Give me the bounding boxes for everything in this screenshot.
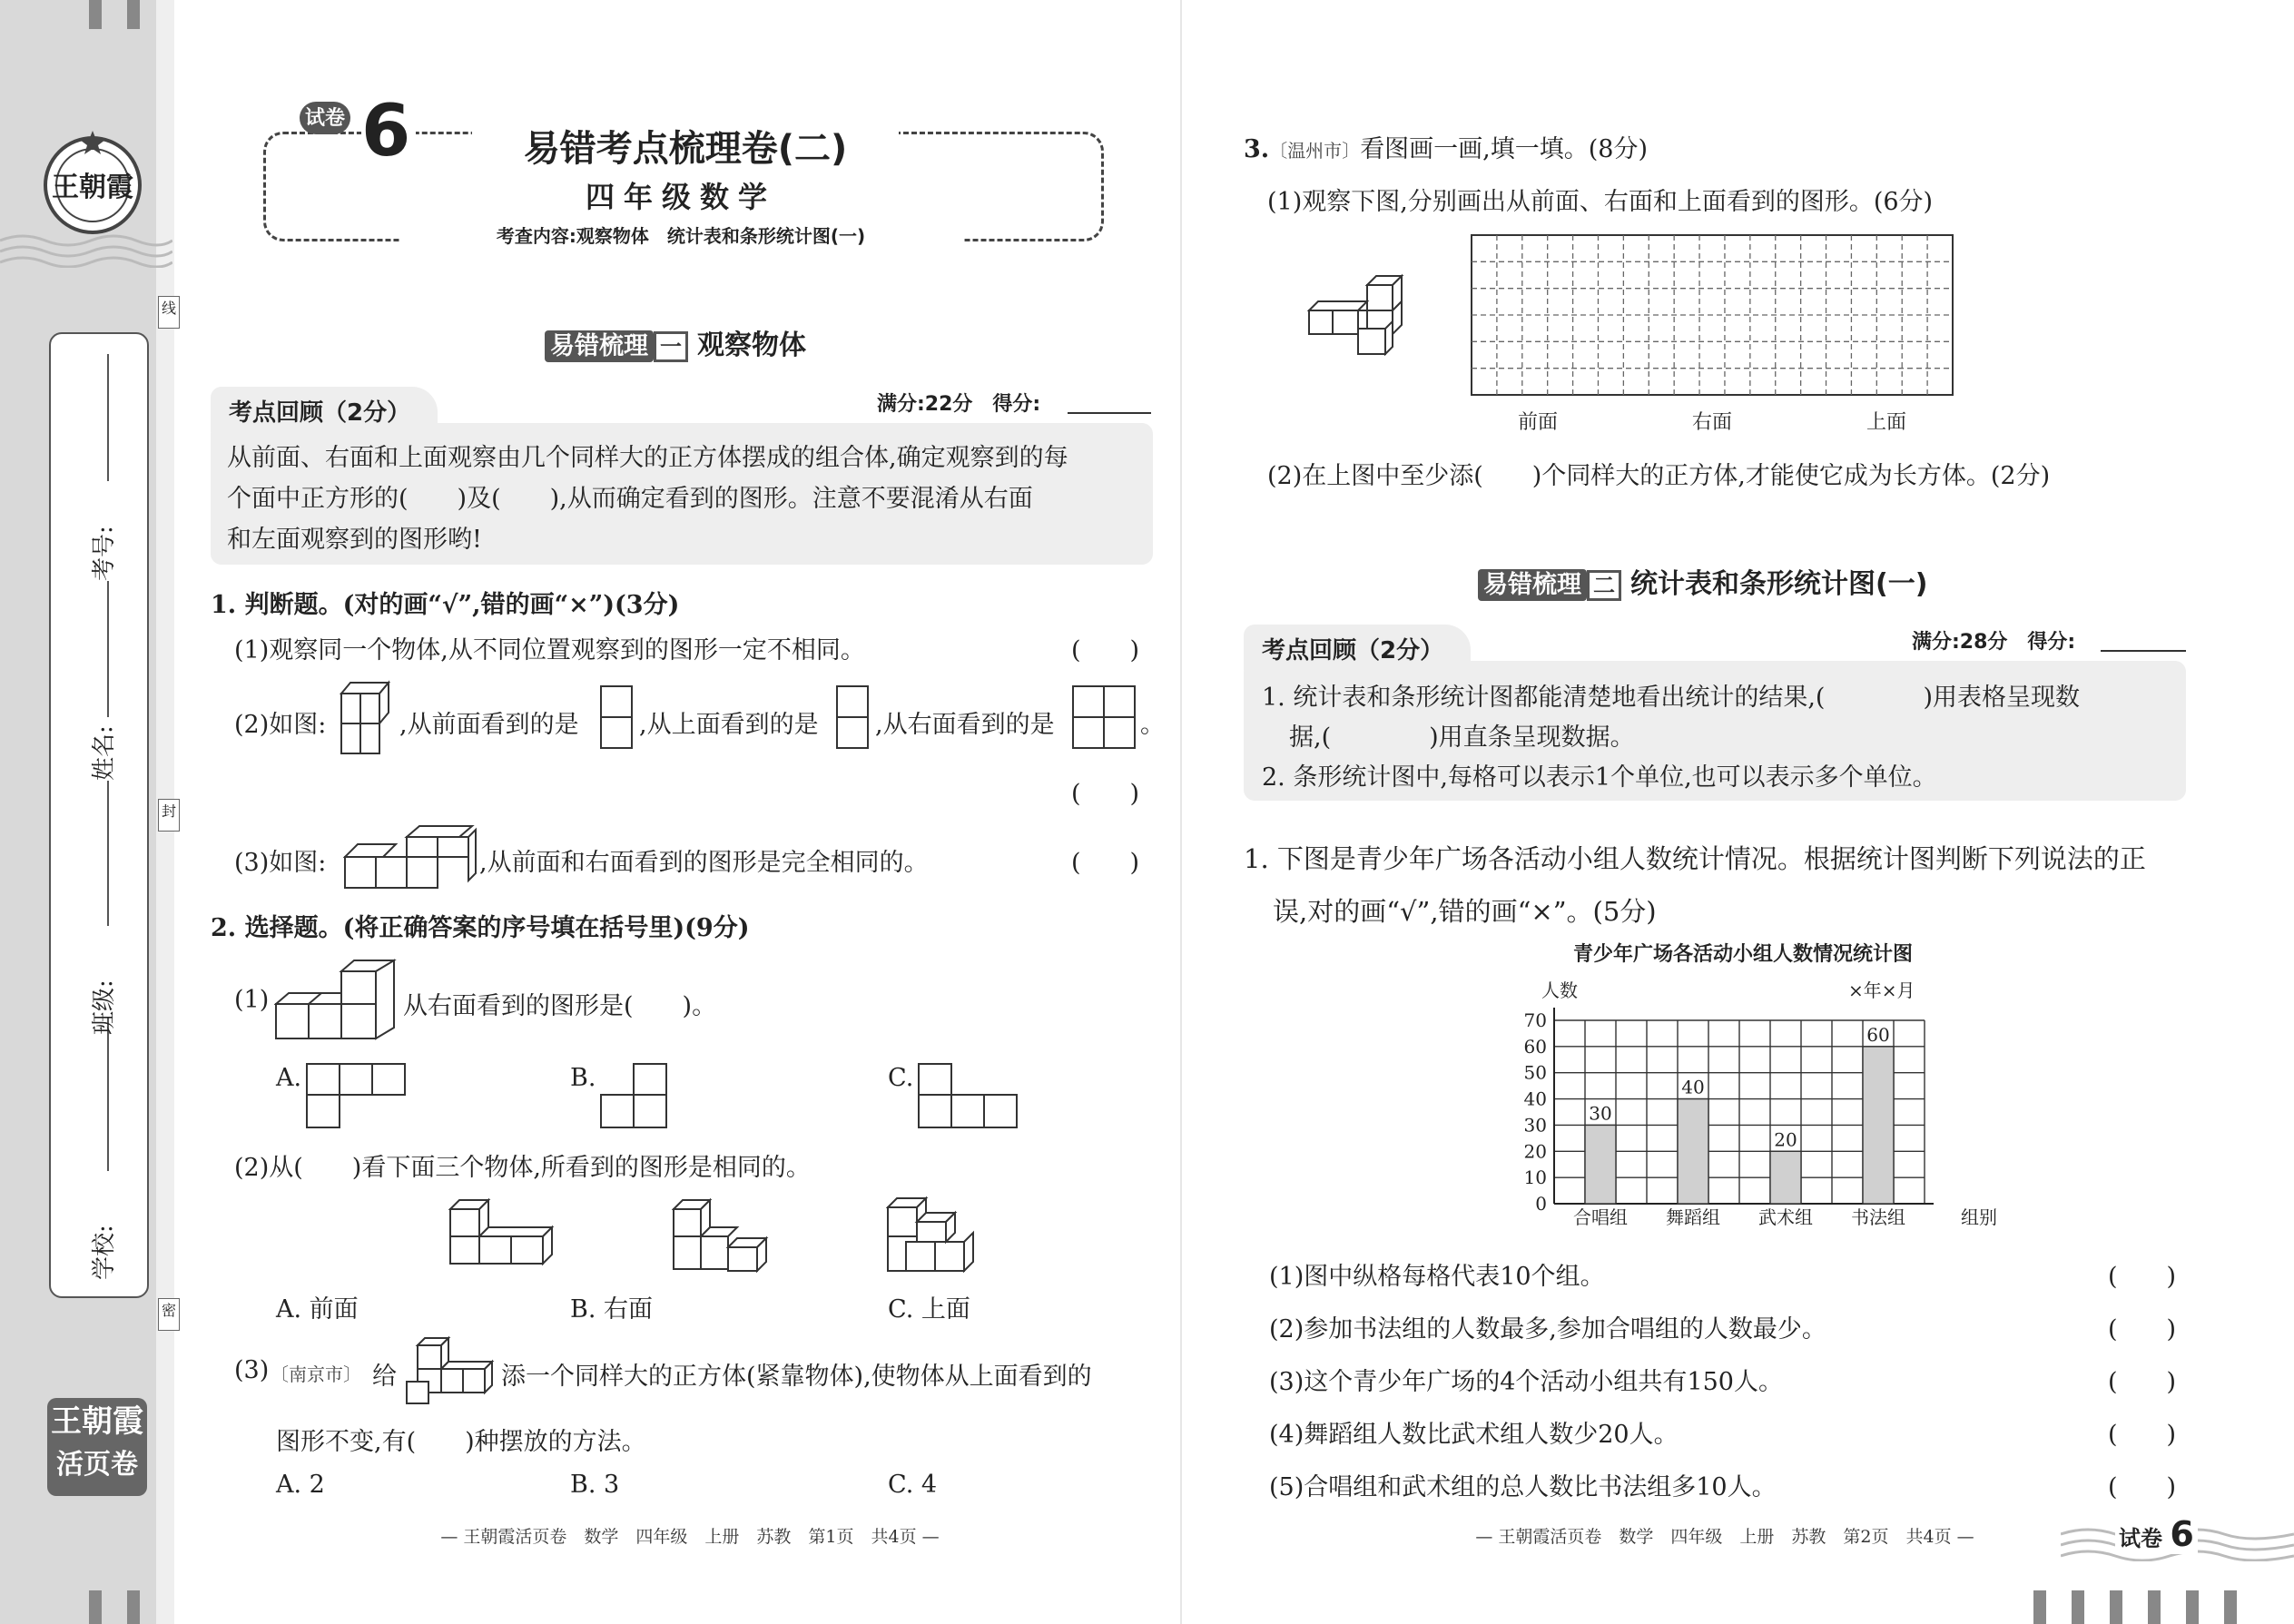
q2-item1-text: 从右面看到的图形是( )。 bbox=[403, 992, 717, 1020]
chart-x-axis-label: 组别 bbox=[1961, 1206, 1997, 1228]
section1-review-text-3: 和左面观察到的图形哟! bbox=[227, 526, 482, 554]
section2-number: 二 bbox=[1587, 570, 1621, 601]
q2-item1-option-a-label[interactable]: A. bbox=[276, 1064, 302, 1092]
q1-item3-text: ,从前面和右面看到的图形是完全相同的。 bbox=[479, 849, 929, 877]
student-info-panel bbox=[49, 332, 149, 1298]
q1-item2-text-right: ,从右面看到的是 bbox=[875, 711, 1055, 739]
section1-number: 一 bbox=[654, 331, 688, 362]
field-exam-number[interactable]: 考号: bbox=[91, 526, 118, 581]
chart-data-label: 20 bbox=[1774, 1128, 1797, 1151]
top-tick-marks bbox=[89, 0, 143, 29]
chart-y-tick-label: 60 bbox=[1523, 1035, 1547, 1058]
section2-title: 统计表和条形统计图(一) bbox=[1630, 568, 1928, 600]
binding-mark-line: 线 bbox=[158, 296, 180, 329]
r-q3-drawing-grid[interactable] bbox=[1471, 234, 1954, 398]
q1-item2-top-view bbox=[835, 684, 871, 752]
q2-item3-text: 添一个同样大的正方体(紧靠物体),使物体从上面看到的 bbox=[501, 1363, 1092, 1391]
r-q1-title-2: 误,对的画“√”,错的画“×”。(5分) bbox=[1273, 896, 1657, 927]
r-q1-title-1: 1. 下图是青少年广场各活动小组人数统计情况。根据统计图判断下列说法的正 bbox=[1244, 843, 2146, 874]
chart-y-tick-label: 0 bbox=[1535, 1193, 1547, 1215]
paper-title: 易错考点梳理卷(二) bbox=[472, 120, 899, 165]
chart-bar bbox=[1678, 1099, 1708, 1204]
chart-x-tick-label: 武术组 bbox=[1758, 1206, 1813, 1228]
q2-item1-option-a-figure[interactable] bbox=[305, 1062, 409, 1131]
field-exam-line bbox=[107, 354, 109, 481]
r-q1-item-1-answer[interactable]: ( ) bbox=[2108, 1263, 2177, 1291]
right-page-footer: — 王朝霞活页卷 数学 四年级 上册 苏教 第2页 共4页 — bbox=[1475, 1527, 1974, 1547]
q2-item3-option-a[interactable]: A. 2 bbox=[276, 1471, 325, 1499]
r-q1-item-4-answer[interactable]: ( ) bbox=[2108, 1421, 2177, 1449]
q1-item2-front-view bbox=[599, 684, 635, 752]
chart-data-label: 60 bbox=[1866, 1023, 1890, 1046]
chart-x-tick-label: 合唱组 bbox=[1573, 1206, 1628, 1228]
q2-item2-option-b[interactable]: B. 右面 bbox=[570, 1295, 654, 1324]
chart-bar bbox=[1585, 1125, 1616, 1204]
chart-y-tick-label: 40 bbox=[1523, 1088, 1547, 1110]
section1-badge: 易错梳理 bbox=[545, 330, 654, 362]
q2-item1-option-c-label[interactable]: C. bbox=[888, 1064, 914, 1092]
left-page-footer: — 王朝霞活页卷 数学 四年级 上册 苏教 第1页 共4页 — bbox=[440, 1527, 940, 1547]
chart-y-tick-label: 20 bbox=[1523, 1140, 1547, 1163]
chart-y-axis-label: 人数 bbox=[1541, 979, 1578, 1001]
field-school[interactable]: 学校: bbox=[91, 1225, 118, 1280]
section1-score-blank[interactable] bbox=[1068, 412, 1151, 414]
r-q3-grid-label-right: 右面 bbox=[1692, 411, 1733, 434]
q2-item2-option-a[interactable]: A. 前面 bbox=[276, 1295, 359, 1324]
binding-mark-secret: 密 bbox=[158, 1298, 180, 1331]
q2-item2-figure-2 bbox=[672, 1198, 772, 1275]
exam-scope: 考查内容:观察物体 统计表和条形统计图(一) bbox=[399, 221, 962, 251]
chart-data-label: 40 bbox=[1681, 1076, 1705, 1098]
section2-review-text-1: 1. 统计表和条形统计图都能清楚地看出统计的结果,( )用表格呈现数 bbox=[1262, 684, 2080, 712]
q1-item2-answer[interactable]: ( ) bbox=[1071, 780, 1140, 808]
q2-item1-option-b-figure[interactable] bbox=[599, 1062, 672, 1131]
r-q1-item-3-answer[interactable]: ( ) bbox=[2108, 1368, 2177, 1396]
section2-review-label: 考点回顾（2分） bbox=[1262, 637, 1444, 664]
q2-item3-option-c[interactable]: C. 4 bbox=[888, 1471, 938, 1499]
r-q3-grid-label-top: 上面 bbox=[1866, 411, 1907, 434]
q1-title: 1. 判断题。(对的画“√”,错的画“×”)(3分) bbox=[211, 591, 680, 619]
chart-bar bbox=[1770, 1151, 1801, 1204]
q1-item2-label: (2)如图: bbox=[234, 711, 327, 739]
q2-item1-option-b-label[interactable]: B. bbox=[570, 1064, 596, 1092]
brand-seal-text: 王朝霞 bbox=[52, 172, 133, 203]
chart-y-tick-label: 50 bbox=[1523, 1061, 1547, 1084]
section2-review-text-3: 2. 条形统计图中,每格可以表示1个单位,也可以表示多个单位。 bbox=[1262, 763, 1937, 792]
r-q3-item1: (1)观察下图,分别画出从前面、右面和上面看到的图形。(6分) bbox=[1267, 188, 1934, 216]
section1-review-label: 考点回顾（2分） bbox=[229, 399, 411, 427]
section2-review-text-2: 据,( )用直条呈现数据。 bbox=[1289, 723, 1635, 752]
subject-title: 四年级数学 bbox=[585, 180, 776, 214]
r-q3-title: 3.〔温州市〕看图画一画,填一填。(8分) bbox=[1244, 135, 1649, 163]
q1-item2-figure bbox=[340, 679, 396, 757]
chart-y-tick-label: 10 bbox=[1523, 1166, 1547, 1189]
chart-data-label: 30 bbox=[1589, 1102, 1612, 1125]
r-q1-item-5-answer[interactable]: ( ) bbox=[2108, 1473, 2177, 1501]
chart-date-note: ×年×月 bbox=[1848, 979, 1915, 1001]
r-q1-item-2: (2)参加书法组的人数最多,参加合唱组的人数最少。 bbox=[1269, 1315, 1826, 1343]
bottom-tick-marks-right bbox=[2033, 1590, 2294, 1624]
r-q1-item-4: (4)舞蹈组人数比武术组人数少20人。 bbox=[1269, 1421, 1679, 1449]
q1-item2-text-front: ,从前面看到的是 bbox=[399, 711, 579, 739]
section2-score-line: 满分:28分 得分: bbox=[1912, 631, 2076, 654]
section1-score-line: 满分:22分 得分: bbox=[877, 393, 1041, 416]
q2-item2-figure-3 bbox=[886, 1196, 977, 1276]
q1-item3-answer[interactable]: ( ) bbox=[1071, 849, 1140, 877]
chart-x-tick-label: 书法组 bbox=[1851, 1206, 1905, 1228]
section2-badge: 易错梳理 bbox=[1478, 569, 1587, 601]
r-q1-item-5: (5)合唱组和武术组的总人数比书法组多10人。 bbox=[1269, 1473, 1777, 1501]
q2-title: 2. 选择题。(将正确答案的序号填在括号里)(9分) bbox=[211, 914, 750, 942]
q1-item2-text-top: ,从上面看到的是 bbox=[639, 711, 819, 739]
q1-item2-right-view bbox=[1071, 684, 1140, 752]
q2-item1-option-c-figure[interactable] bbox=[917, 1062, 1020, 1131]
corner-paper-number: 6 bbox=[2170, 1514, 2194, 1554]
brand-seal-logo bbox=[38, 127, 147, 236]
bar-chart-svg bbox=[1489, 940, 1997, 1231]
paper-number: 6 bbox=[361, 91, 416, 172]
field-class-line bbox=[107, 781, 109, 926]
q2-item2-figure-1 bbox=[448, 1198, 557, 1267]
section1-review-text-2: 个面中正方形的( )及( ),从而确定看到的图形。注意不要混淆从右面 bbox=[227, 485, 1033, 513]
section1-title: 观察物体 bbox=[697, 330, 806, 361]
section1-heading bbox=[545, 322, 806, 362]
q1-item1: (1)观察同一个物体,从不同位置观察到的图形一定不相同。 bbox=[234, 636, 865, 664]
q1-item1-answer[interactable]: ( ) bbox=[1071, 636, 1140, 664]
chart-title: 青少年广场各活动小组人数情况统计图 bbox=[1572, 943, 1914, 966]
wave-decoration bbox=[0, 231, 172, 268]
page-divider bbox=[1180, 0, 1182, 1624]
field-name[interactable]: 姓名: bbox=[91, 725, 118, 781]
field-name-line bbox=[107, 581, 109, 717]
r-q1-item-2-answer[interactable]: ( ) bbox=[2108, 1315, 2177, 1343]
bottom-tick-marks-left bbox=[89, 1590, 143, 1624]
r-q3-city: 温州市 bbox=[1287, 140, 1343, 162]
q2-item1-label: (1) bbox=[234, 986, 270, 1014]
r-q3-cube-figure bbox=[1307, 272, 1416, 356]
section1-review-text-1: 从前面、右面和上面观察由几个同样大的正方体摆成的组合体,确定观察到的每 bbox=[227, 444, 1068, 472]
r-q1-item-1: (1)图中纵格每格代表10个组。 bbox=[1269, 1263, 1605, 1291]
section2-score-blank[interactable] bbox=[2101, 650, 2186, 652]
q2-item3-text-2: 图形不变,有( )种摆放的方法。 bbox=[276, 1428, 646, 1456]
q2-item3-city: 〔南京市〕 bbox=[271, 1363, 361, 1385]
chart-y-tick-label: 70 bbox=[1523, 1009, 1547, 1031]
bar-chart bbox=[1489, 940, 1997, 1231]
brand-badge: 王朝霞 活页卷 bbox=[47, 1398, 147, 1496]
q1-item2-end: 。 bbox=[1140, 711, 1165, 739]
field-class[interactable]: 班级: bbox=[91, 979, 118, 1035]
q2-item3-figure bbox=[405, 1334, 496, 1407]
section2-heading bbox=[1478, 561, 1927, 601]
chart-y-tick-label: 30 bbox=[1523, 1114, 1547, 1137]
q2-item3-label: (3) bbox=[234, 1356, 270, 1384]
r-q3-grid-label-front: 前面 bbox=[1518, 411, 1559, 434]
q2-item3-option-b[interactable]: B. 3 bbox=[570, 1471, 620, 1499]
q1-item3-label: (3)如图: bbox=[234, 849, 327, 877]
r-q3-item2: (2)在上图中至少添( )个同样大的正方体,才能使它成为长方体。(2分) bbox=[1267, 462, 2051, 490]
q2-item2-text: (2)从( )看下面三个物体,所看到的图形是相同的。 bbox=[234, 1154, 811, 1182]
q1-item3-figure bbox=[343, 822, 478, 890]
chart-bar bbox=[1863, 1047, 1894, 1204]
chart-x-tick-label: 舞蹈组 bbox=[1666, 1206, 1720, 1228]
corner-paper-tag: 试卷 6 bbox=[2115, 1514, 2198, 1554]
field-school-line bbox=[107, 1017, 109, 1171]
r-q1-item-3: (3)这个青少年广场的4个活动小组共有150人。 bbox=[1269, 1368, 1783, 1396]
q2-item2-option-c[interactable]: C. 上面 bbox=[888, 1295, 970, 1324]
q2-item1-figure bbox=[274, 955, 398, 1042]
q2-item3-give: 给 bbox=[372, 1363, 397, 1391]
paper-tag-badge: 试卷 bbox=[300, 102, 350, 134]
binding-mark-seal: 封 bbox=[158, 799, 180, 832]
